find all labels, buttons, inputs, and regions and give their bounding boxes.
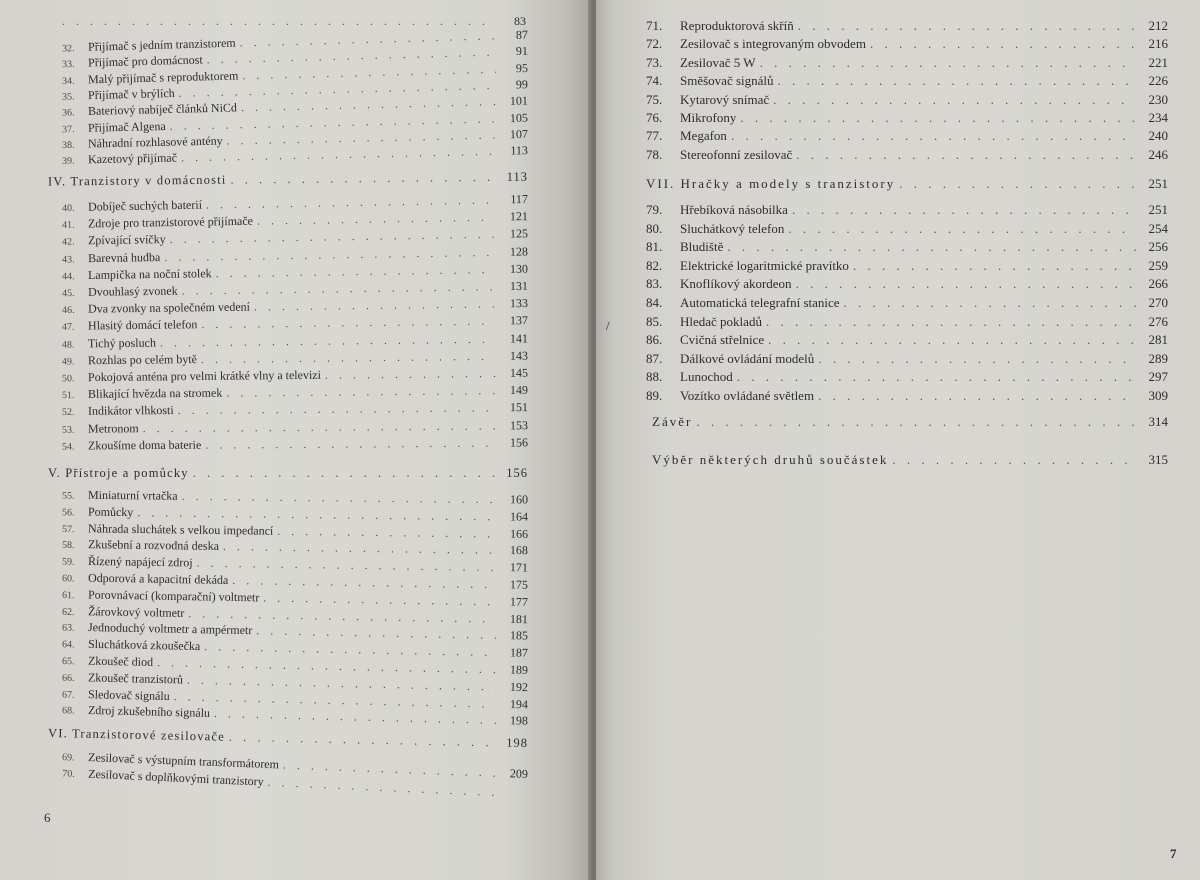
page-ref: 113: [506, 169, 529, 184]
entry-number: 43.: [61, 253, 75, 266]
page-ref: 101: [509, 93, 529, 109]
leader-dots: [216, 262, 497, 281]
toc-entry: [58, 14, 526, 29]
leader-dots: [182, 489, 496, 507]
entry-number: 62.: [61, 606, 75, 618]
leader-dots: [226, 383, 496, 400]
entry-title: Porovnávací (komparační) voltmetr: [87, 587, 260, 605]
entry-title: Bludiště: [680, 239, 724, 255]
entry-title: Náhrada sluchátek s velkou impedancí: [87, 520, 274, 538]
page-ref: 105: [509, 110, 529, 125]
entry-title: Stereofonní zesilovač: [680, 146, 793, 162]
entry-number: 48.: [61, 339, 75, 351]
leader-dots: [277, 523, 496, 541]
chapter-heading: [48, 466, 528, 481]
leader-dots: [201, 349, 496, 367]
leader-dots: [773, 92, 1136, 108]
leader-dots: [143, 418, 496, 436]
entry-number: 52.: [61, 407, 75, 419]
entry-number: 55.: [61, 490, 75, 502]
toc-entry: [646, 73, 1168, 89]
leader-dots: [325, 366, 496, 383]
page-ref: 151: [509, 400, 529, 415]
page-number: 6: [44, 810, 51, 825]
toc-entry: [62, 400, 528, 419]
entry-title: Přijímač pro domácnost: [87, 52, 203, 70]
entry-title: Kytarový snímač: [680, 91, 770, 107]
entry-title: Malý přijímač s reproduktorem: [87, 68, 239, 86]
entry-title: Indikátor vlhkosti: [87, 403, 174, 419]
page-ref: 131: [509, 278, 529, 294]
leader-dots: [137, 505, 496, 524]
entry-title: Přijímač v brýlích: [87, 85, 175, 103]
entry-title: Vozítko ovládané světlem: [680, 388, 815, 403]
toc-entry: [646, 202, 1168, 218]
entry-number: 63.: [61, 622, 75, 635]
entry-number: 85.: [646, 313, 663, 329]
entry-title: Dálkové ovládání modelů: [680, 350, 815, 366]
entry-title: Zkoušíme doma baterie: [87, 437, 202, 453]
leader-dots: [768, 332, 1136, 348]
page-ref: 153: [509, 417, 529, 432]
page-ref: 156: [506, 466, 528, 480]
leader-dots: [223, 539, 496, 558]
page-ref: 198: [506, 735, 529, 751]
entry-title: Knoflíkový akordeon: [680, 276, 792, 292]
entry-number: 54.: [61, 441, 75, 453]
entry-title: Cvičná střelnice: [680, 332, 765, 348]
leader-dots: [766, 314, 1136, 330]
entry-number: 50.: [61, 373, 75, 385]
page-ref: 149: [509, 383, 529, 398]
leader-dots: [696, 414, 1136, 430]
entry-number: 38.: [61, 139, 75, 151]
toc-entry: [646, 128, 1168, 144]
entry-title: Kazetový přijímač: [87, 150, 178, 167]
page-ref: 209: [509, 766, 529, 781]
page-ref: 212: [1148, 18, 1168, 33]
page-ref: 192: [509, 679, 529, 694]
entry-number: 47.: [61, 322, 75, 334]
entry-number: 72.: [646, 36, 663, 52]
entry-number: 68.: [61, 705, 75, 718]
page-ref: 240: [1148, 128, 1168, 144]
entry-number: 39.: [61, 155, 75, 167]
entry-title: Zdroj zkušebního signálu: [87, 703, 211, 721]
chapter-heading: [48, 169, 528, 189]
right-page: [596, 0, 1200, 880]
entry-number: 87.: [646, 350, 663, 366]
entry-title: Odporová a kapacitní dekáda: [87, 570, 229, 587]
entry-number: 45.: [61, 288, 75, 300]
page-ref: 164: [509, 509, 529, 524]
page-ref: 177: [509, 594, 529, 609]
page-ref: 156: [509, 435, 529, 450]
entry-number: 42.: [61, 236, 75, 249]
entry-number: 57.: [61, 523, 75, 535]
page-ref: 133: [509, 296, 529, 311]
leader-dots: [160, 331, 496, 350]
leader-dots: [164, 245, 496, 265]
entry-number: 51.: [61, 390, 75, 402]
leader-dots: [182, 279, 497, 298]
page-ref: 194: [509, 696, 529, 712]
entry-title: Metronom: [87, 420, 139, 436]
entry-number: 66.: [61, 672, 75, 684]
chapter-title: Výběr některých druhů součástek: [652, 452, 889, 467]
entry-title: Žárovkový voltmetr: [87, 603, 185, 620]
toc-entry: [646, 36, 1168, 52]
page-ref: 121: [509, 209, 529, 224]
leader-dots: [737, 369, 1136, 385]
page-ref: 281: [1148, 332, 1168, 348]
leader-dots: [818, 388, 1136, 404]
page-ref: 314: [1148, 414, 1168, 429]
leader-dots: [792, 202, 1136, 218]
toc-entry: [62, 366, 528, 386]
page-ref: 181: [509, 611, 529, 626]
toc-entry: [646, 314, 1168, 330]
entry-number: 69.: [61, 752, 75, 764]
entry-number: 34.: [61, 75, 75, 87]
chapter-title: Závěr: [652, 414, 693, 429]
leader-dots: [798, 18, 1136, 34]
entry-number: 56.: [61, 507, 75, 519]
entry-title: Sledovač signálu: [87, 686, 170, 703]
page-ref: 125: [509, 226, 529, 241]
page-ref: 270: [1148, 295, 1168, 310]
entry-title: Zpívající svíčky: [87, 232, 166, 248]
toc-entry: [62, 331, 528, 351]
entry-title: Rozhlas po celém bytě: [87, 351, 198, 368]
toc-entry: [646, 351, 1168, 367]
entry-title: Reproduktorová skříň: [680, 18, 794, 33]
page-ref: 256: [1148, 239, 1168, 255]
page-ref: 99: [515, 77, 529, 92]
entry-number: 89.: [646, 388, 663, 403]
entry-title: Zkoušeč tranzistorů: [87, 670, 184, 687]
toc-entry: [62, 348, 528, 368]
page-ref: 185: [509, 628, 529, 643]
entry-number: 37.: [61, 123, 75, 135]
leader-dots: [796, 276, 1136, 292]
leader-dots: [778, 73, 1136, 89]
entry-number: 77.: [646, 128, 663, 144]
page-ref: [500, 796, 528, 797]
page-ref: 198: [509, 713, 529, 729]
entry-title: Náhradní rozhlasové antény: [87, 133, 223, 151]
toc-entry: [646, 332, 1168, 348]
page-ref: 259: [1148, 257, 1168, 273]
entry-number: 71.: [646, 18, 663, 33]
entry-title: Barevná hudba: [87, 249, 161, 265]
entry-title: Automatická telegrafní stanice: [680, 295, 840, 310]
toc-entry: [646, 276, 1168, 292]
entry-title: Přijímač Algena: [87, 118, 166, 135]
toc-entry: [62, 383, 528, 402]
page-ref: 230: [1148, 91, 1168, 107]
page-ref: 234: [1148, 110, 1168, 125]
page-ref: 91: [515, 44, 529, 59]
leader-dots: [870, 36, 1136, 52]
entry-number: 74.: [646, 73, 663, 89]
page-ref: 128: [509, 244, 529, 259]
entry-number: 65.: [61, 656, 75, 668]
chapter-heading: [48, 726, 528, 751]
page-ref: 83: [514, 14, 526, 28]
entry-title: Hledač pokladů: [680, 313, 762, 329]
entry-title: Zesilovač s doplňkovými tranzistory: [87, 766, 265, 789]
page-ref: 130: [509, 261, 529, 276]
entry-title: Lampička na noční stolek: [87, 266, 212, 282]
entry-number: 53.: [61, 424, 75, 436]
chapter-heading: [642, 176, 1168, 192]
page-ref: 87: [515, 27, 529, 42]
entry-title: Dva zvonky na společném vedení: [87, 299, 251, 316]
entry-title: Miniaturní vrtačka: [87, 487, 178, 503]
page-ref: 95: [515, 60, 529, 75]
page-ref: 216: [1148, 36, 1168, 52]
entry-title: Směšovač signálů: [680, 73, 774, 89]
leader-dots: [205, 435, 496, 452]
page-ref: 113: [510, 143, 529, 158]
entry-number: 84.: [646, 295, 663, 310]
page-ref: 276: [1148, 313, 1168, 329]
page-ref: 168: [509, 543, 529, 558]
entry-number: 76.: [646, 110, 663, 125]
entry-title: Pokojová anténa pro velmi krátké vlny a televizi: [87, 367, 322, 385]
page-ref: 187: [509, 645, 529, 660]
entry-number: 78.: [646, 146, 663, 162]
chapter-title: V. Přístroje a pomůcky: [48, 466, 189, 480]
leader-dots: [178, 401, 496, 419]
page-ref: 107: [509, 126, 529, 142]
entry-title: Hlasitý domácí telefon: [87, 317, 198, 333]
toc-entry: [62, 435, 528, 453]
entry-number: 73.: [646, 54, 663, 70]
page-ref: 137: [509, 313, 529, 328]
entry-number: 41.: [61, 219, 75, 232]
leader-dots: [232, 573, 496, 592]
entry-title: Sluchátkový telefon: [680, 220, 785, 236]
toc-entry: [648, 414, 1168, 430]
page-ref: 160: [509, 492, 529, 507]
entry-number: 81.: [646, 239, 663, 255]
entry-number: 67.: [61, 689, 75, 701]
leader-dots: [230, 170, 496, 188]
entry-number: 59.: [61, 556, 75, 568]
entry-title: Mikrofony: [680, 110, 737, 125]
leader-dots: [899, 176, 1136, 192]
left-page: [0, 0, 592, 880]
entry-number: 88.: [646, 369, 663, 385]
leader-dots: [229, 730, 496, 751]
toc-entry: [646, 55, 1168, 71]
leader-dots: [263, 590, 496, 609]
page-ref: 226: [1148, 73, 1168, 89]
entry-title: Blikající hvězda na stromek: [87, 385, 223, 402]
entry-title: Dobíječ suchých baterií: [87, 197, 203, 214]
page-ref: 266: [1148, 276, 1168, 292]
leader-dots: [853, 258, 1136, 274]
entry-number: 61.: [61, 589, 75, 602]
entry-number: 79.: [646, 202, 663, 217]
entry-number: 46.: [61, 305, 75, 317]
chapter-title: VII. Hračky a modely s tranzistory: [646, 176, 896, 191]
page-ref: 251: [1148, 202, 1168, 217]
entry-title: Řízený napájecí zdroj: [87, 554, 193, 570]
leader-dots: [254, 297, 496, 315]
chapter-title: IV. Tranzistory v domácnosti: [47, 172, 227, 189]
entry-title: Lunochod: [680, 369, 733, 385]
chapter-title: VI. Tranzistorové zesilovače: [47, 725, 226, 744]
entry-number: 36.: [61, 107, 75, 119]
entry-title: Megafon: [680, 128, 727, 144]
entry-number: 58.: [61, 540, 75, 552]
entry-number: 83.: [646, 276, 663, 292]
entry-number: 82.: [646, 257, 663, 273]
entry-title: Přijímač s jedním tranzistorem: [87, 35, 236, 54]
entry-title: Zesilovač s výstupním transformátorem: [87, 750, 280, 772]
entry-number: 64.: [61, 639, 75, 651]
toc-entry: [646, 258, 1168, 274]
page-ref: 297: [1148, 369, 1168, 385]
leader-dots: [740, 110, 1136, 126]
entry-number: 70.: [61, 768, 75, 780]
toc-entry: [648, 452, 1168, 468]
entry-number: 86.: [646, 332, 663, 348]
page-ref: 251: [1148, 176, 1168, 191]
page-ref: 175: [509, 577, 529, 592]
entry-title: Bateriový nabíječ článků NiCd: [87, 100, 238, 119]
entry-title: Tichý posluch: [87, 335, 156, 350]
toc-entry: [646, 239, 1168, 255]
leader-dots: [788, 221, 1136, 237]
entry-title: Hřebíková násobilka: [680, 202, 788, 217]
leader-dots: [201, 314, 496, 333]
page-ref: 315: [1148, 452, 1168, 467]
entry-number: 33.: [61, 59, 75, 71]
leader-dots: [257, 210, 496, 229]
toc-entry: [646, 92, 1168, 108]
entry-title: Jednoduchý voltmetr a ampérmetr: [87, 620, 253, 638]
entry-title: Zesilovač 5 W: [680, 54, 756, 70]
entry-number: 80.: [646, 220, 663, 236]
toc-entry: [646, 147, 1168, 163]
pencil-mark: /: [606, 318, 610, 333]
entry-number: 35.: [61, 91, 75, 103]
page-ref: 254: [1148, 220, 1168, 236]
toc-entry: [62, 418, 528, 437]
entry-title: Sluchátková zkoušečka: [87, 637, 201, 654]
entry-title: Dvouhlasý zvonek: [87, 283, 178, 299]
entry-number: 32.: [61, 43, 75, 55]
leader-dots: [760, 55, 1136, 71]
leader-dots: [818, 351, 1136, 367]
leader-dots: [727, 239, 1136, 255]
entry-title: Pomůcky: [87, 504, 134, 519]
toc-entry: [646, 221, 1168, 237]
leader-dots: [193, 466, 496, 481]
entry-title: Zesilovač s integrovaným obvodem: [680, 36, 866, 52]
leader-dots: [892, 452, 1136, 468]
toc-entry: [646, 18, 1168, 34]
toc-entry: [646, 295, 1168, 311]
page-number: 7: [1170, 846, 1177, 861]
entry-title: Zdroje pro tranzistorové přijímače: [87, 213, 254, 231]
page-ref: 141: [509, 330, 529, 346]
page-ref: 145: [509, 365, 529, 380]
page-ref: 289: [1148, 350, 1168, 366]
entry-number: 44.: [61, 270, 75, 283]
page-ref: 143: [509, 348, 529, 363]
toc-entry: [646, 110, 1168, 126]
toc-entry: [646, 369, 1168, 385]
entry-title: Zkušební a rozvodná deska: [87, 537, 220, 554]
entry-number: 60.: [61, 573, 75, 585]
entry-number: 75.: [646, 91, 663, 107]
entry-title: Elektrické logaritmické pravítko: [680, 257, 849, 273]
page-ref: 166: [509, 526, 529, 541]
page-ref: 309: [1148, 388, 1168, 403]
page-ref: 171: [509, 560, 529, 575]
page-ref: 221: [1148, 54, 1168, 70]
leader-dots: [170, 227, 497, 247]
entry-number: 40.: [61, 202, 75, 215]
leader-dots: [844, 295, 1136, 311]
entry-title: Zkoušeč diod: [87, 653, 154, 669]
page-ref: 117: [510, 191, 529, 207]
page-ref: 189: [509, 662, 529, 677]
leader-dots: [796, 147, 1136, 163]
toc-entry: [646, 388, 1168, 404]
page-ref: 246: [1148, 146, 1168, 162]
entry-number: 49.: [61, 356, 75, 368]
leader-dots: [731, 128, 1136, 144]
